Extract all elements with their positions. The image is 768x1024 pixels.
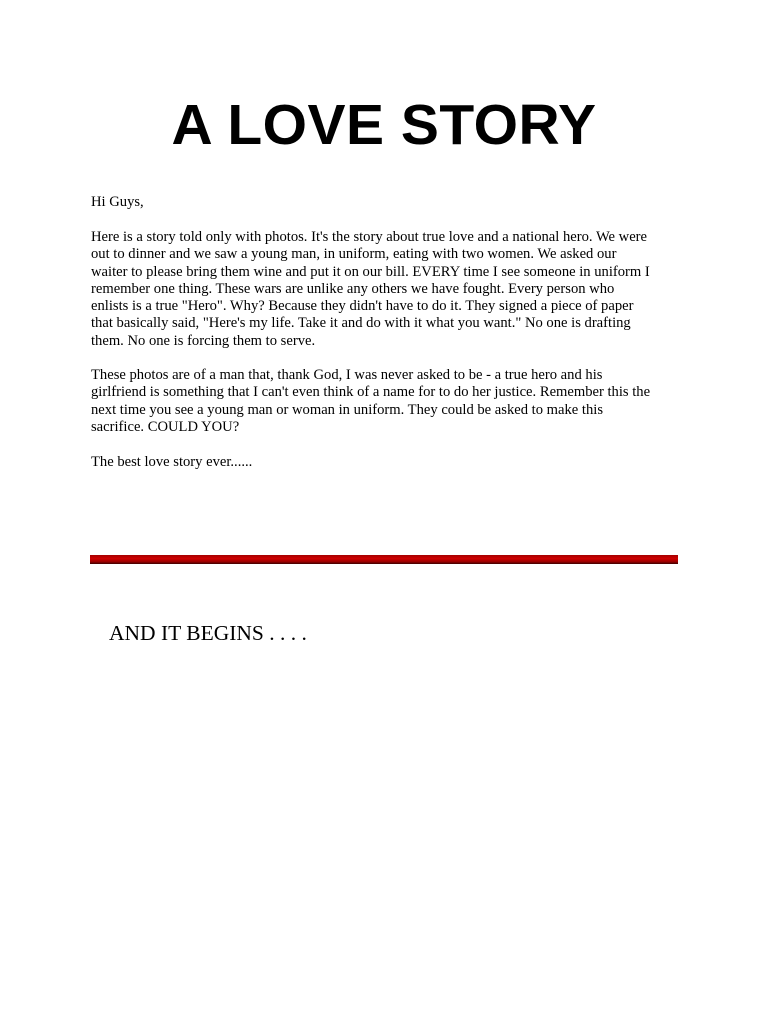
section-heading: AND IT BEGINS . . . . bbox=[109, 621, 307, 645]
greeting-text: Hi Guys, bbox=[91, 194, 144, 210]
closing-line: The best love story ever...... bbox=[91, 454, 253, 470]
story-paragraph-1: Here is a story told only with photos. It's the story about true love and a national hero. We were out to dinner and we saw a young man, in uniform, eating with two women. We asked our waiter to please bring them wine and put it on our bill. EVERY time I see someone in uniform I remember one thing. These wars are unlike any others we have fought. Every person who enlists is a true "Hero". Why? Because they didn't have to do it. They signed a piece of paper that basically said, "Here's my life. Take it and do with it what you want." No one is drafting them. No one is forcing them to serve. bbox=[91, 229, 650, 349]
red-divider bbox=[90, 555, 678, 564]
page-title: A LOVE STORY bbox=[171, 93, 597, 157]
story-paragraph-2: These photos are of a man that, thank God, I was never asked to be - a true hero and his girlfriend is something that I can't even think of a name for to do her justice. Remember this the next time you see a young man or woman in uniform. They could be asked to make this sacrifice. COULD YOU? bbox=[91, 367, 651, 435]
